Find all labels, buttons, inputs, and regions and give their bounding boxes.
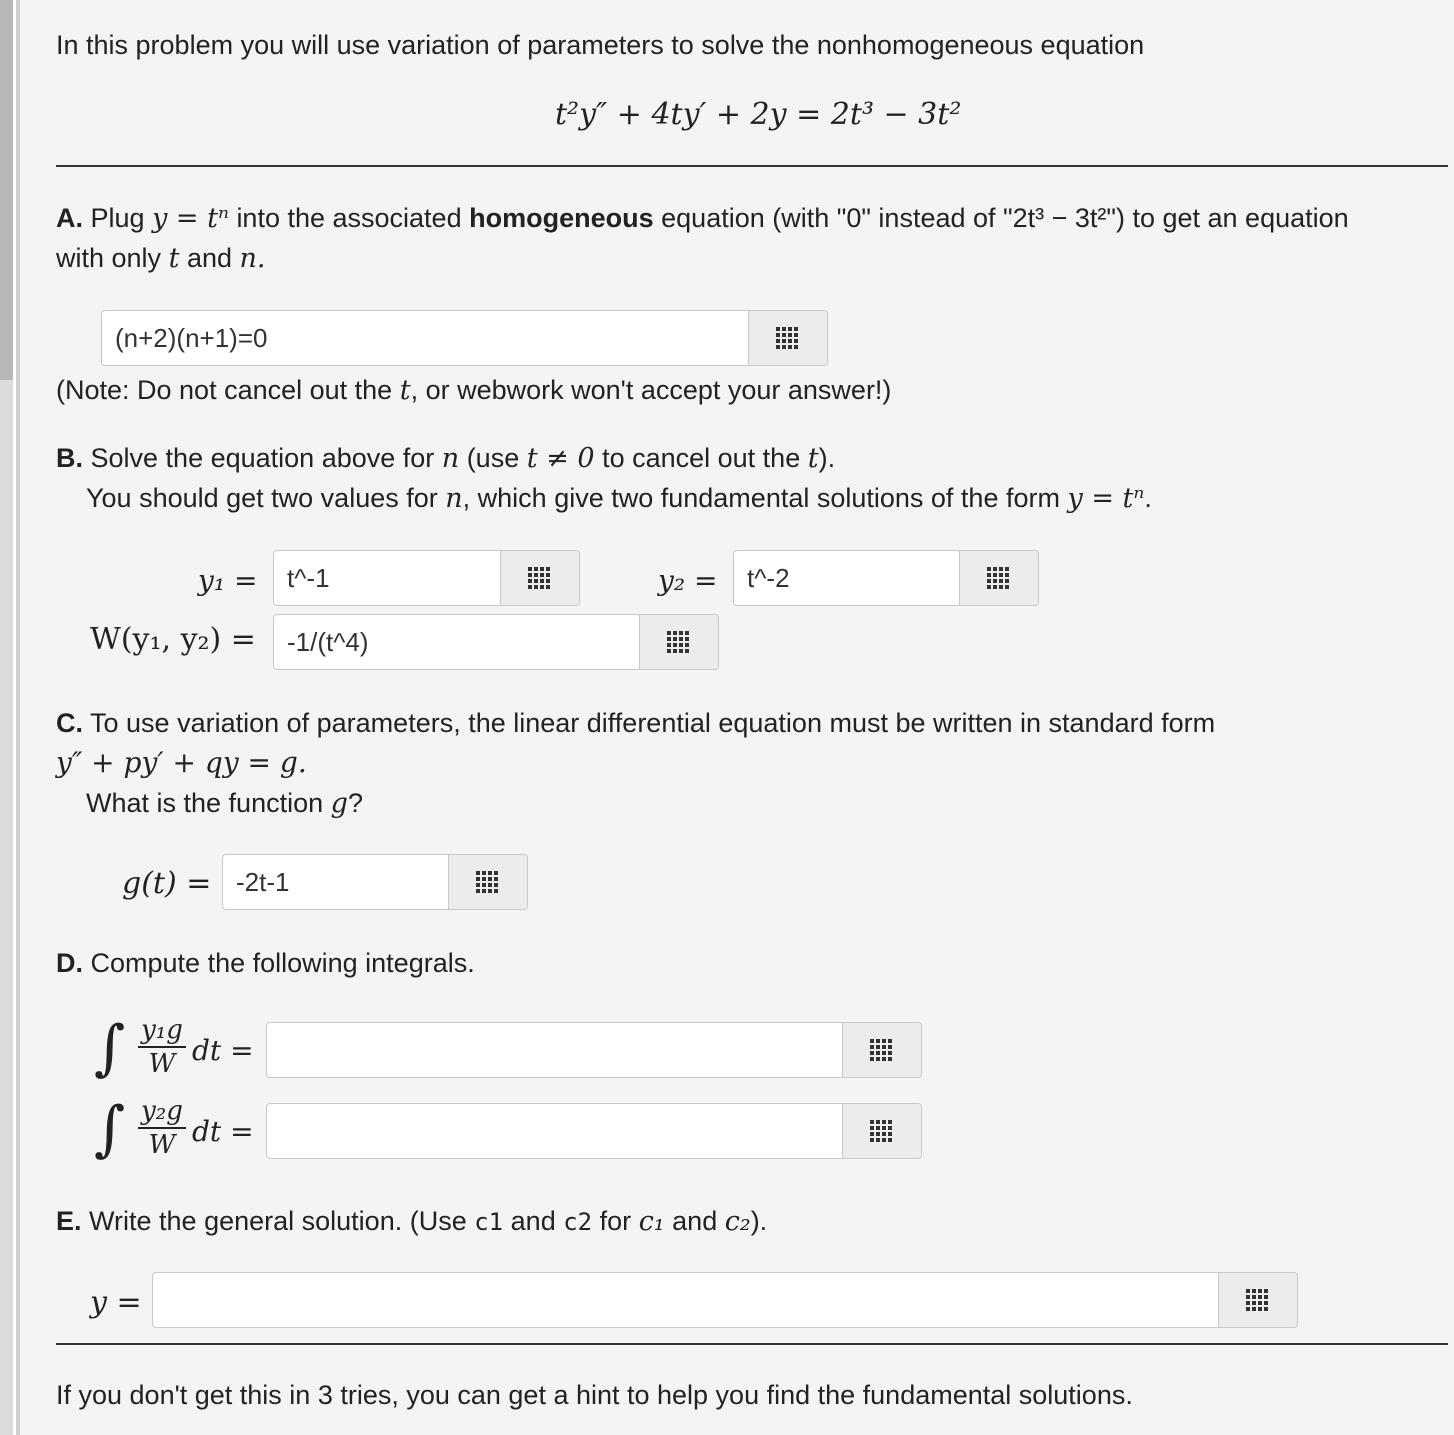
standard-form: y″ + py′ + qy = g.: [56, 746, 307, 779]
equation-editor-button[interactable]: [842, 1023, 921, 1077]
page-edge: [16, 0, 20, 1435]
y1-value[interactable]: t^-1: [287, 563, 330, 593]
divider-bottom: [56, 1343, 1448, 1345]
integral-2-dt: dt =: [192, 1115, 254, 1148]
answer-a-value[interactable]: (n+2)(n+1)=0: [115, 323, 268, 353]
wronskian-value[interactable]: -1/(t^4): [287, 627, 369, 657]
part-a-label: A.: [56, 203, 83, 233]
y-label: y =: [90, 1285, 142, 1320]
part-c-line1: C. To use variation of parameters, the linear differential equation must be written in standard form: [56, 708, 1216, 738]
part-b-line1: B. Solve the equation above for n (use t ≠ 0 to cancel out the t).: [56, 443, 836, 474]
part-a-line1: A. Plug y = tⁿ into the associated homogeneous equation (with "0" instead of "2t³ − 3t²") to get an equation: [56, 203, 1349, 234]
equation-editor-button[interactable]: [500, 551, 579, 605]
integral-1-sign: ∫: [94, 1013, 126, 1083]
wronskian-label: W(y₁, y₂) =: [90, 622, 256, 657]
left-scrollbar[interactable]: [0, 0, 20, 1435]
grid-icon: [776, 327, 798, 349]
g-label: g(t) =: [122, 866, 212, 901]
integral-1-dt: dt =: [192, 1034, 254, 1067]
grid-icon: [870, 1120, 892, 1142]
part-a-note: (Note: Do not cancel out the t, or webwork won't accept your answer!): [56, 375, 892, 406]
part-c-line3: What is the function g?: [86, 788, 363, 819]
g-value[interactable]: -2t-1: [236, 867, 290, 897]
equation-editor-button[interactable]: [448, 855, 527, 909]
integral-2-field[interactable]: [266, 1103, 922, 1159]
y2-label: y₂ =: [658, 564, 718, 597]
y1-label: y₁ =: [198, 564, 258, 597]
hint-text: If you don't get this in 3 tries, you can get a hint to help you find the fundamental solutions.: [56, 1380, 1133, 1410]
integral-2-fraction: y₂g W: [138, 1096, 186, 1160]
answer-a-field[interactable]: [101, 310, 828, 366]
equation-editor-button[interactable]: [1218, 1273, 1297, 1327]
intro-text: In this problem you will use variation of parameters to solve the nonhomogeneous equation: [56, 30, 1145, 60]
general-solution-field[interactable]: [152, 1272, 1298, 1328]
y1-field[interactable]: [273, 550, 580, 606]
grid-icon: [870, 1039, 892, 1061]
divider-top: [56, 165, 1448, 167]
equation-editor-button[interactable]: [842, 1104, 921, 1158]
integral-2-sign: ∫: [94, 1094, 126, 1164]
y2-value[interactable]: t^-2: [747, 563, 790, 593]
equation-editor-button[interactable]: [748, 311, 827, 365]
integral-1-field[interactable]: [266, 1022, 922, 1078]
part-e-text: E. Write the general solution. (Use c1 and c2 for c₁ and c₂).: [56, 1206, 768, 1237]
equation-editor-button[interactable]: [639, 615, 718, 669]
scrollbar-thumb[interactable]: [0, 0, 13, 380]
grid-icon: [476, 871, 498, 893]
grid-icon: [987, 567, 1009, 589]
grid-icon: [528, 567, 550, 589]
part-a-line2: with only t and n.: [56, 243, 266, 274]
scrollbar-track: [0, 380, 13, 1435]
part-b-line2: You should get two values for n, which give two fundamental solutions of the form y = tⁿ.: [86, 483, 1152, 514]
y2-field[interactable]: [733, 550, 1039, 606]
wronskian-field[interactable]: [273, 614, 719, 670]
equation-editor-button[interactable]: [959, 551, 1038, 605]
main-equation: t²y″ + 4ty′ + 2y = 2t³ − 3t²: [555, 97, 962, 132]
part-d-text: D. Compute the following integrals.: [56, 948, 475, 978]
integral-1-fraction: y₁g W: [138, 1015, 186, 1079]
grid-icon: [667, 631, 689, 653]
g-field[interactable]: [222, 854, 528, 910]
grid-icon: [1246, 1289, 1268, 1311]
